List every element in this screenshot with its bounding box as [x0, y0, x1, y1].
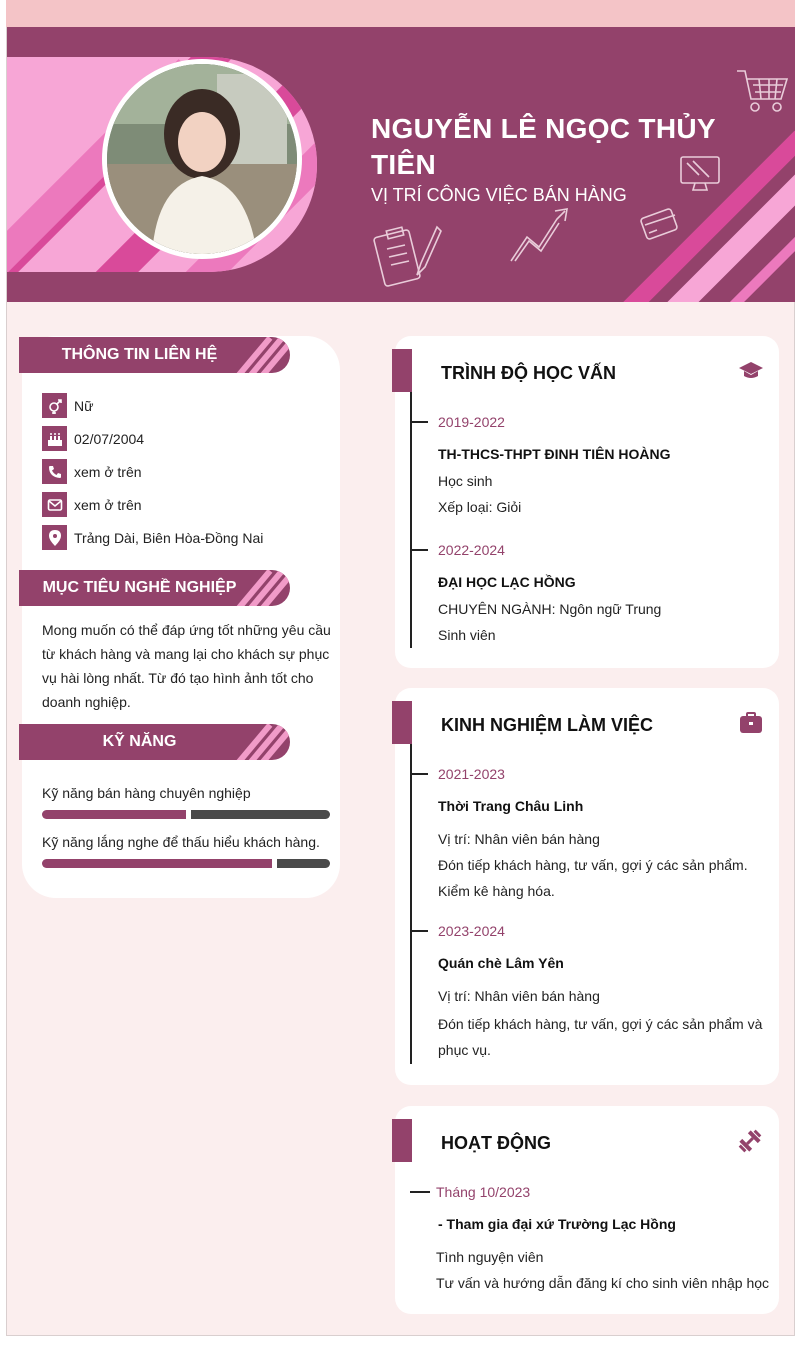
entry-detail: Đón tiếp khách hàng, tư vấn, gợi ý các sản phẩm và phục vụ. — [438, 1016, 763, 1058]
contact-birthday — [42, 426, 144, 451]
timeline-tick — [410, 1191, 430, 1193]
phone-icon — [42, 459, 67, 484]
email-icon — [42, 492, 67, 517]
activity-date: Tháng 10/2023 — [436, 1184, 531, 1200]
contact-gender — [42, 393, 93, 418]
cv-header — [7, 27, 795, 302]
clipboard-pen-icon — [373, 223, 445, 289]
growth-chart-icon — [507, 207, 579, 267]
objective-section-title: MỤC TIÊU NGHỀ NGHIỆP — [42, 579, 237, 596]
monitor-icon — [679, 155, 721, 193]
timeline-line — [410, 744, 412, 1064]
section-marker — [392, 349, 412, 392]
experience-card — [395, 688, 779, 1085]
skill-bar — [42, 810, 330, 819]
briefcase-icon — [739, 712, 763, 734]
entry-date: 2019-2022 — [438, 414, 505, 430]
skill-bar — [42, 859, 330, 868]
contact-section-title: THÔNG TIN LIÊN HỆ — [61, 346, 218, 363]
birthday-cake-icon — [42, 426, 67, 451]
contact-phone — [42, 459, 142, 484]
timeline-tick — [410, 930, 428, 932]
timeline-tick — [410, 421, 428, 423]
job-position: VỊ TRÍ CÔNG VIỆC BÁN HÀNG — [371, 185, 627, 205]
entry-role: Vị trí: Nhân viên bán hàng — [438, 988, 600, 1004]
entry-date: 2023-2024 — [438, 923, 505, 939]
contact-address-text: Trảng Dài, Biên Hòa-Đồng Nai — [74, 529, 264, 546]
entry-line: CHUYÊN NGÀNH: Ngôn ngữ Trung — [438, 601, 662, 617]
contact-section-header — [19, 337, 290, 373]
entry-date: 2022-2024 — [438, 542, 505, 558]
timeline-tick — [410, 773, 428, 775]
skills-section-header — [19, 724, 290, 760]
top-strip — [6, 0, 795, 27]
skill-label: Kỹ năng bán hàng chuyên nghiệp — [42, 785, 251, 801]
avatar — [107, 64, 297, 254]
experience-title: KINH NGHIỆM LÀM VIỆC — [441, 715, 654, 735]
entry-role: Vị trí: Nhân viên bán hàng — [438, 831, 600, 847]
entry-line: Xếp loại: Giỏi — [438, 499, 522, 515]
contact-address — [42, 525, 263, 550]
credit-card-icon — [637, 207, 683, 245]
objective-section-header — [19, 570, 290, 606]
candidate-name: NGUYỄN LÊ NGỌC THỦY TIÊN — [371, 113, 716, 180]
shopping-cart-icon — [735, 67, 791, 117]
entry-line: Học sinh — [438, 473, 493, 489]
gender-icon — [42, 393, 67, 418]
contact-email — [42, 492, 142, 517]
skill-label: Kỹ năng lắng nghe để thấu hiểu khách hàng. — [42, 834, 320, 850]
entry-date: 2021-2023 — [438, 766, 505, 782]
section-marker — [392, 1119, 412, 1162]
graduation-cap-icon — [739, 360, 763, 380]
entry-org: Thời Trang Châu Linh — [438, 798, 584, 814]
contact-birthday-text: 02/07/2004 — [74, 430, 145, 447]
activities-title: HOẠT ĐỘNG — [441, 1133, 551, 1153]
objective-text: Mong muốn có thể đáp ứng tốt những yêu cầu từ khách hàng và mang lại cho khách sự phục vụ hài lòng nhất. Từ đó tạo hình ảnh tốt cho doanh nghiệp. — [42, 622, 331, 710]
education-card — [395, 336, 779, 668]
contact-gender-text: Nữ — [74, 397, 94, 414]
entry-line: Sinh viên — [438, 627, 496, 643]
skills-section-title: KỸ NĂNG — [102, 733, 177, 750]
contact-phone-text: xem ở trên — [74, 463, 142, 480]
entry-org: ĐẠI HỌC LẠC HỒNG — [438, 574, 576, 590]
location-pin-icon — [42, 525, 67, 550]
timeline-tick — [410, 549, 428, 551]
entry-detail: Đón tiếp khách hàng, tư vấn, gợi ý các sản phẩm. Kiểm kê hàng hóa. — [438, 857, 748, 899]
contact-email-text: xem ở trên — [74, 496, 142, 513]
activity-org: - Tham gia đại xứ Trường Lạc Hồng — [438, 1216, 676, 1232]
cv-page — [6, 27, 795, 1336]
timeline-line — [410, 392, 412, 648]
dumbbell-icon — [737, 1128, 763, 1154]
section-marker — [392, 701, 412, 744]
activities-card — [395, 1106, 779, 1314]
activity-line: Tư vấn và hướng dẫn đăng kí cho sinh viên nhập học — [436, 1275, 770, 1291]
entry-org: TH-THCS-THPT ĐINH TIÊN HOÀNG — [438, 446, 671, 462]
entry-org: Quán chè Lâm Yên — [438, 955, 564, 971]
education-title: TRÌNH ĐỘ HỌC VẤN — [441, 363, 616, 383]
activity-line: Tình nguyện viên — [436, 1249, 544, 1265]
